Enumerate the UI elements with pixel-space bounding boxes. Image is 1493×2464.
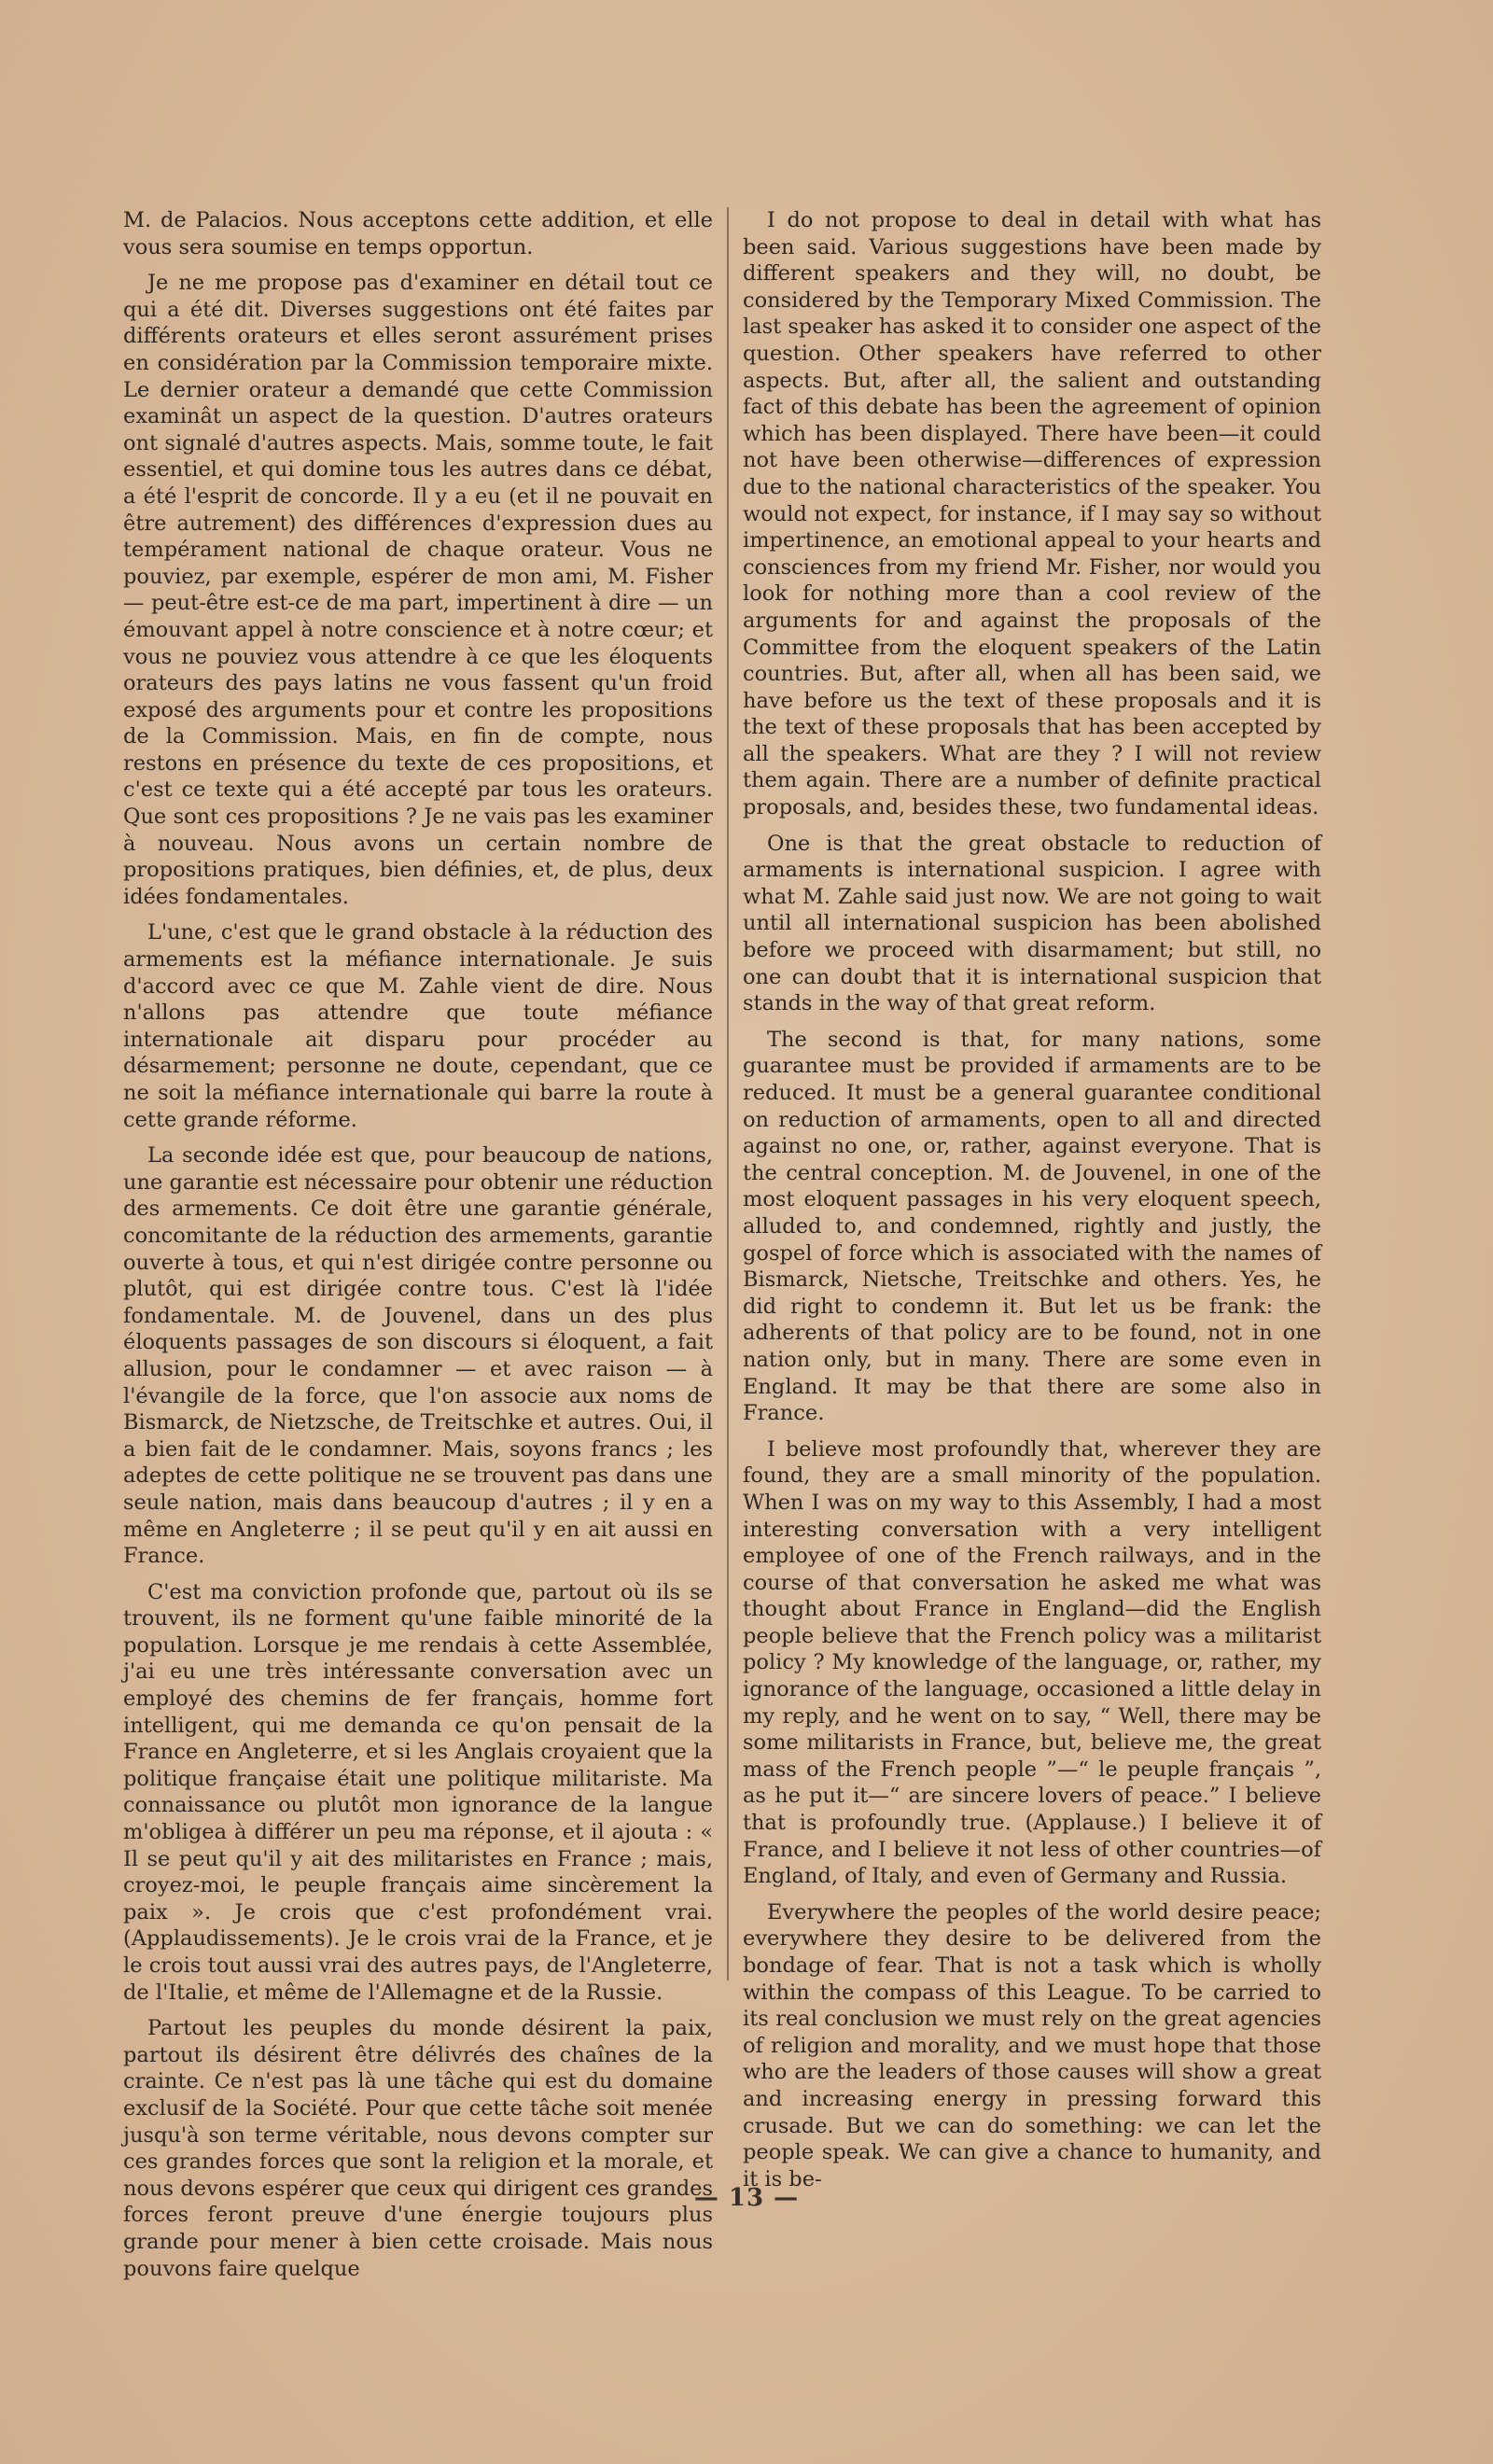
english-paragraph: I believe most profoundly that, wherever they are found, they are a small minority of the population. When I was on my way to this Assembly, I had a most interesting conversation with a very intelligent employee of one of the French railways, and in the course of that conversation he asked me what was thought about France in England—did the English people believe that the French policy was a militarist policy ? My knowledge of the language, or, rather, my ignorance of the language, occasioned a little delay in my reply, and he went on to say, “ Well, there may be some militarists in France, but, believe me, the great mass of the French people ”—“ le peuple français ”, as he put it—“ are sincere lovers of peace.” I believe that is profoundly true. (Applause.) I believe it of France, and I believe it not less of other countries—of England, of Italy, and even of Germany and Russia. — [743, 1436, 1321, 1889]
english-paragraph: I do not propose to deal in detail with what has been said. Various suggestions have been made by different speakers and they will, no doubt, be considered by the Temporary Mixed Commission. The last speaker has asked it to consider one aspect of the question. Other speakers have referred to other aspects. But, after all, the salient and outstanding fact of this debate has been the agreement of opinion which has been displayed. There have been—it could not have been otherwise—differences of expression due to the national characteristics of the speaker. You would not expect, for instance, if I may say so without impertinence, an emotional appeal to your hearts and consciences from my friend Mr. Fisher, nor would you look for nothing more than a cool review of the arguments for and against the proposals of the Committee from the eloquent speakers of the Latin countries. But, after all, when all has been said, we have before us the text of these proposals and it is the text of these proposals that has been accepted by all the speakers. What are they ? I will not review them again. There are a number of definite practical proposals, and, besides these, two fundamental ideas. — [743, 208, 1321, 820]
column-divider — [727, 207, 729, 1981]
french-paragraph: Partout les peuples du monde désirent la paix, partout ils désirent être délivrés des chaînes de la crainte. Ce n'est pas là une tâche qui est du domaine exclusif de la Société. Pour que cette tâche soit menée jusqu'à son terme véritable, nous devons compter sur ces grandes forces que sont la religion et la morale, et nous devons espérer que ceux qui dirigent ces grandes forces feront preuve d'une énergie toujours plus grande pour mener à bien cette croisade. Mais nous pouvons faire quelque — [123, 2016, 713, 2281]
english-paragraph: One is that the great obstacle to reduction of armaments is international suspicion. I agree with what M. Zahle said just now. We are not going to wait until all international suspicion has been abolished before we proceed with disarmament; but still, no one can doubt that it is international suspicion that stands in the way of that great reform. — [743, 831, 1321, 1016]
french-paragraph: Je ne me propose pas d'examiner en détail tout ce qui a été dit. Diverses suggestions ont été faites par différents orateurs et elles seront assurément prises en considération par la Commission temporaire mixte. Le dernier orateur a demandé que cette Commission examinât un aspect de la question. D'autres orateurs ont signalé d'autres aspects. Mais, somme toute, le fait essentiel, et qui domine tous les autres dans ce débat, a été l'esprit de concorde. Il y a eu (et il ne pouvait en être autrement) des différences d'expression dues au tempérament national de chaque orateur. Vous ne pouviez, par exemple, espérer de mon ami, M. Fisher — peut-être est-ce de ma part, impertinent à dire — un émouvant appel à notre conscience et à notre cœur; et vous ne pouviez vous attendre à ce que les éloquents orateurs des pays latins ne vous fassent qu'un froid exposé des arguments pour et contre les propositions de la Commission. Mais, en fin de compte, nous restons en présence du texte de ces propositions, et c'est ce texte qui a été accepté par tous les orateurs. Que sont ces propositions ? Je ne vais pas les examiner à nouveau. Nous avons un certain nombre de propositions pratiques, bien définies, et, de plus, deux idées fondamentales. — [123, 271, 713, 909]
french-paragraph: La seconde idée est que, pour beaucoup de nations, une garantie est nécessaire pour obtenir une réduction des armements. Ce doit être une garantie générale, concomitante de la réduction des armements, garantie ouverte à tous, et qui n'est dirigée contre personne ou plutôt, qui est dirigée contre tous. C'est là l'idée fondamentale. M. de Jouvenel, dans un des plus éloquents passages de son discours si éloquent, a fait allusion, pour le condamner — et avec raison — à l'évangile de la force, que l'on associe aux noms de Bismarck, de Nietzsche, de Treitschke et autres. Oui, il a bien fait de le condamner. Mais, soyons francs ; les adeptes de cette politique ne se trouvent pas dans une seule nation, mais dans beaucoup d'autres ; il y en a même en Angleterre ; il se peut qu'il y en ait aussi en France. — [123, 1143, 713, 1569]
page-number: — 13 — — [693, 2184, 800, 2212]
english-paragraph: The second is that, for many nations, some guarantee must be provided if armaments are to be reduced. It must be a general guarantee conditional on reduction of armaments, open to all and directed against no one, or, rather, against everyone. That is the central conception. M. de Jouvenel, in one of the most eloquent passages in his very eloquent speech, alluded to, and condemned, rightly and justly, the gospel of force which is associated with the names of Bismarck, Nietsche, Treitschke and others. Yes, he did right to condemn it. But let us be frank: the adherents of that policy are to be found, not in one nation only, but in many. There are some even in England. It may be that there are some also in France. — [743, 1027, 1321, 1426]
english-paragraph: Everywhere the peoples of the world desire peace; everywhere they desire to be delivered from the bondage of fear. That is not a task which is wholly within the compass of this League. To be carried to its real conclusion we must rely on the great agencies of religion and morality, and we must hope that those who are the leaders of those causes will show a great and increasing energy in pressing forward this crusade. But we can do something: we can let the people speak. We can give a chance to humanity, and it is be- — [743, 1899, 1321, 2191]
english-column — [743, 207, 1321, 2202]
french-paragraph: M. de Palacios. Nous acceptons cette addition, et elle vous sera soumise en temps opportun. — [123, 208, 713, 259]
french-column — [123, 207, 713, 2291]
french-paragraph: C'est ma conviction profonde que, partout où ils se trouvent, ils ne forment qu'une faible minorité de la population. Lorsque je me rendais à cette Assemblée, j'ai eu une très intéressante conversation avec un employé des chemins de fer français, homme fort intelligent, qui me demanda ce qu'on pensait de la France en Angleterre, et si les Anglais croyaient que la politique française était une politique militariste. Ma connaissance ou plutôt mon ignorance de la langue m'obligea à différer un peu ma réponse, et il ajouta : « Il se peut qu'il y ait des militaristes en France ; mais, croyez-moi, le peuple français aime sincèrement la paix ». Je crois que c'est profondément vrai. (Applaudissements). Je le crois vrai de la France, et je le crois tout aussi vrai des autres pays, de l'Angleterre, de l'Italie, et même de l'Allemagne et de la Russie. — [123, 1579, 713, 2005]
french-paragraph: L'une, c'est que le grand obstacle à la réduction des armements est la méfiance internationale. Je suis d'accord avec ce que M. Zahle vient de dire. Nous n'allons pas attendre que toute méfiance internationale ait disparu pour procéder au désarmement; personne ne doute, cependant, que ce ne soit la méfiance internationale qui barre la route à cette grande réforme. — [123, 920, 713, 1132]
